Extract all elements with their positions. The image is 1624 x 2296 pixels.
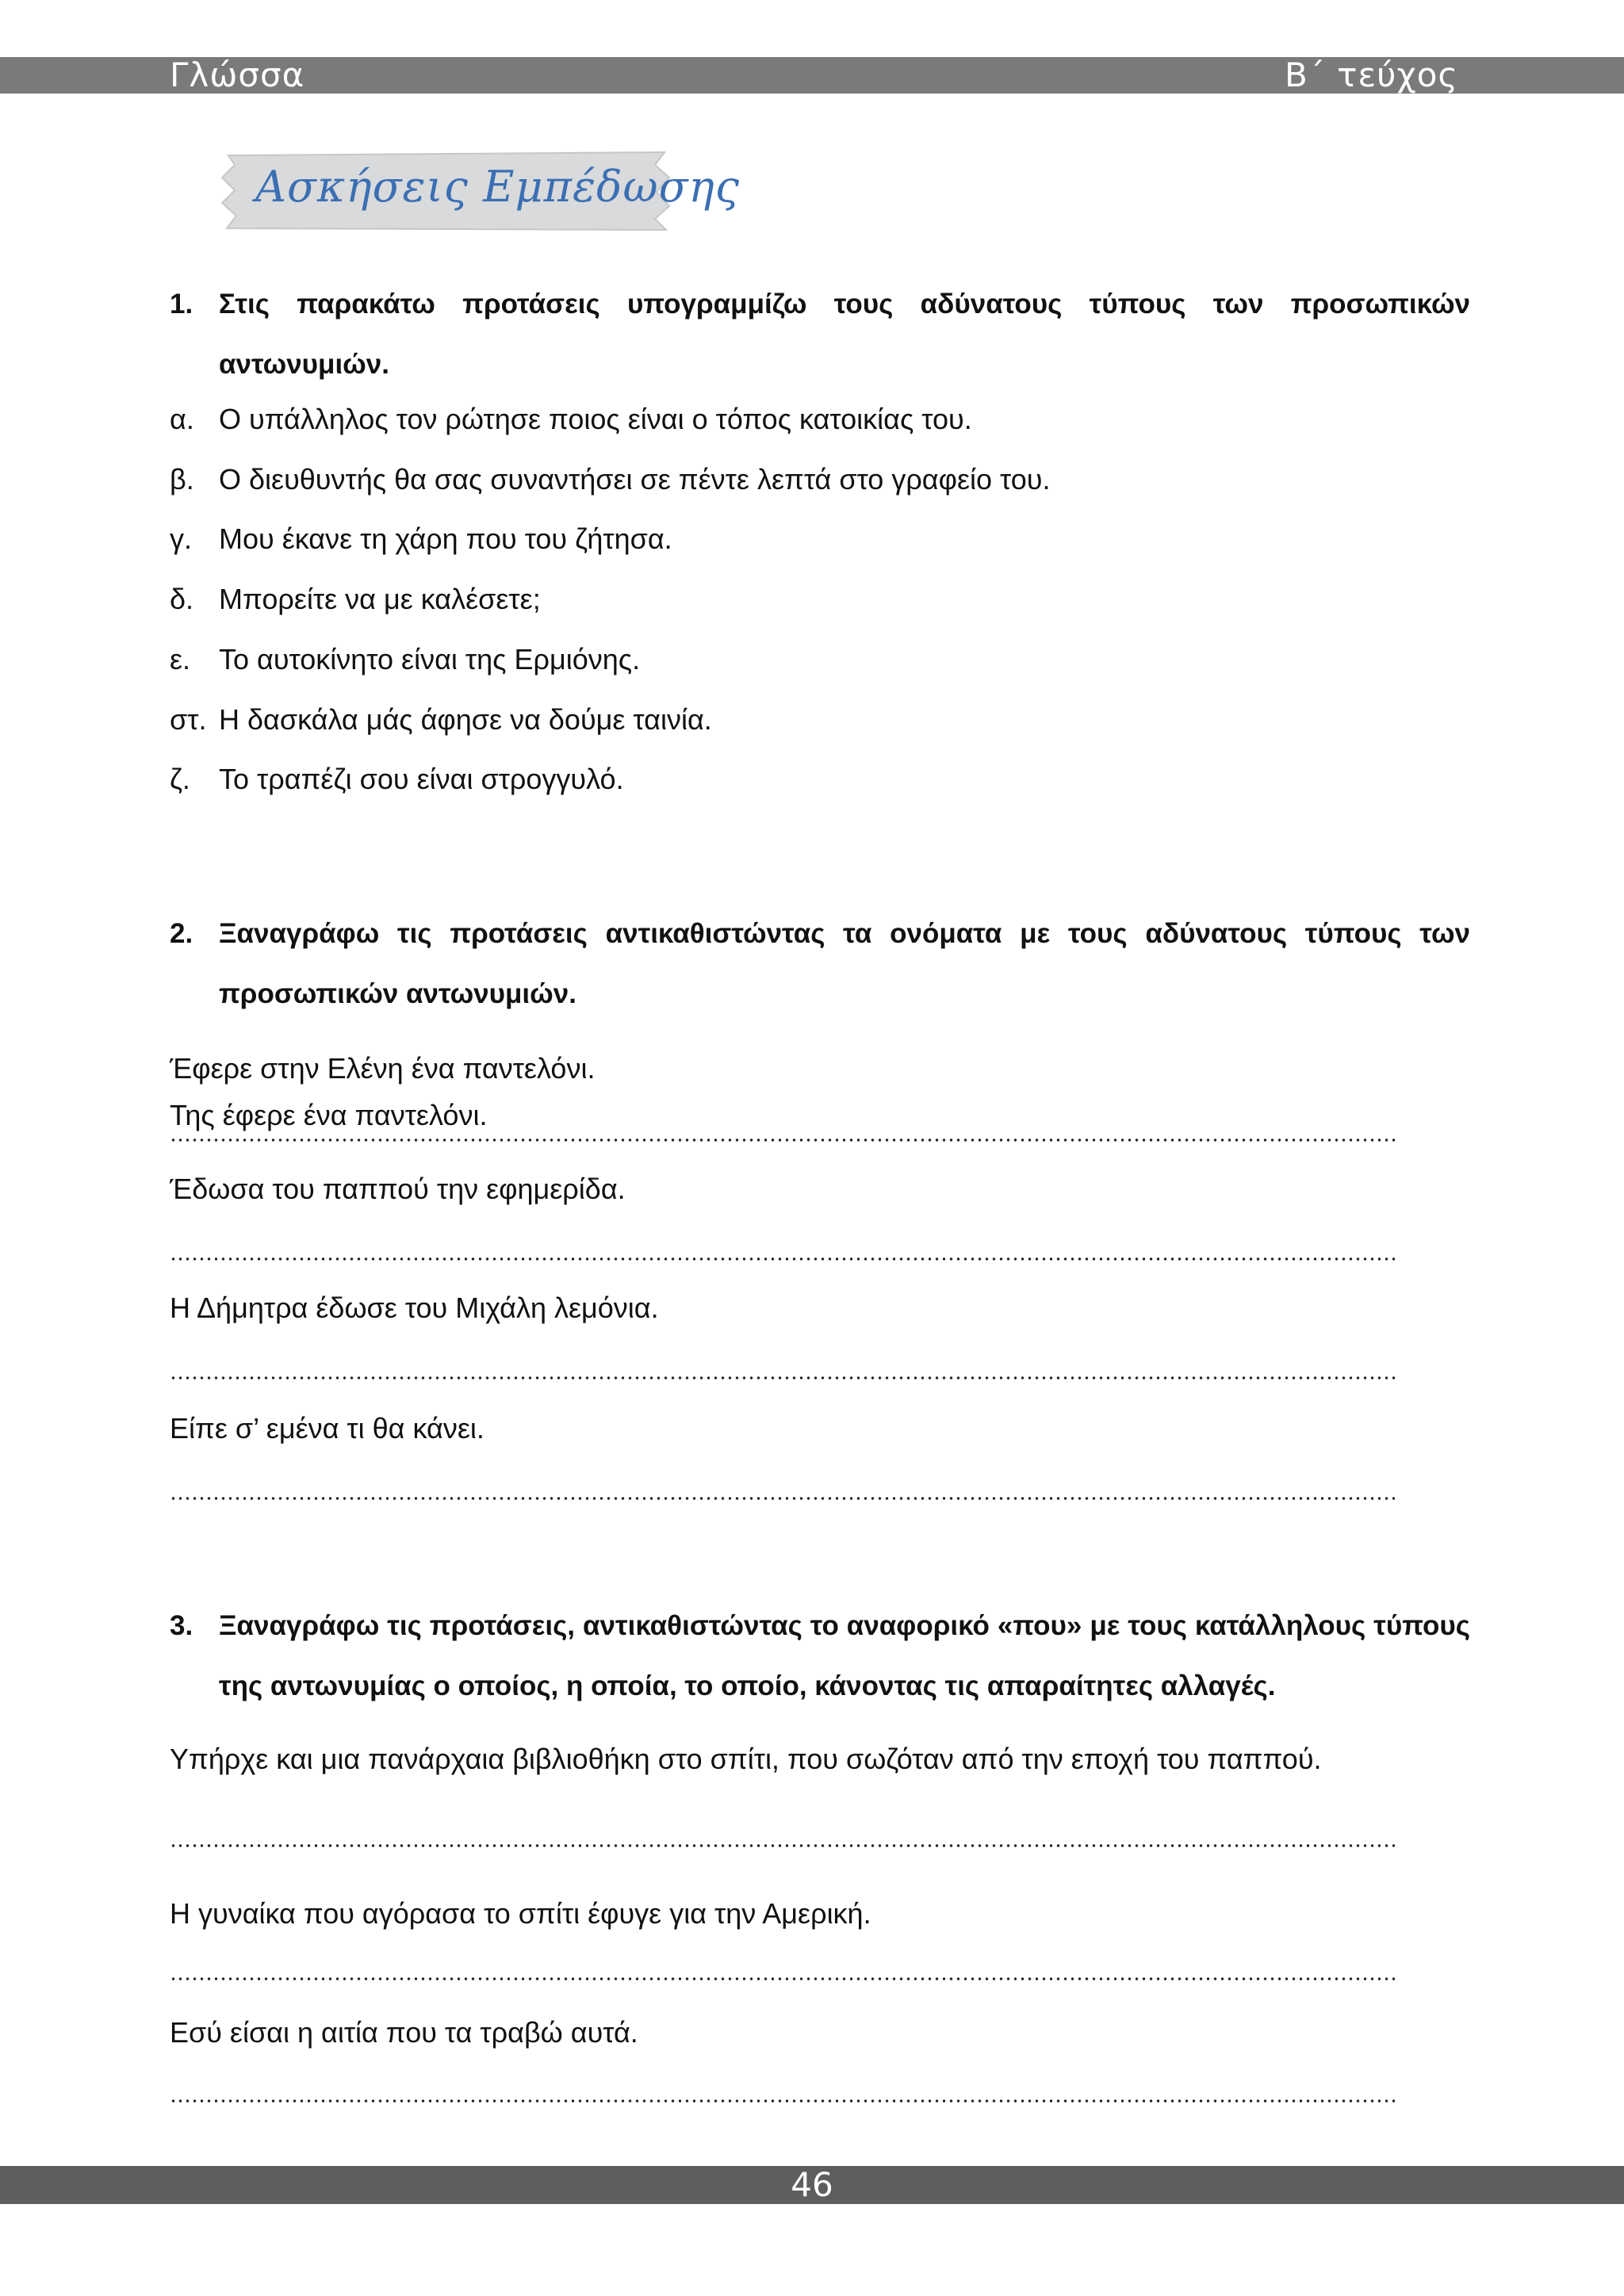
exercise-2-number: 2. [170,918,193,949]
item-text: Ο διευθυντής θα σας συναντήσει σε πέντε λεπτά στο γραφείο του. [219,463,1051,496]
exercise-3-sentence: Εσύ είσαι η αιτία που τα τραβώ αυτά. [170,2016,638,2049]
item-text: Το αυτοκίνητο είναι της Ερμιόνης. [219,643,641,675]
item-label: γ. [170,522,193,555]
item-text: Μου έκανε τη χάρη που του ζήτησα. [219,522,672,555]
section-title: Ασκήσεις Εμπέδωσης [255,162,741,212]
example-sentence: Έφερε στην Ελένη ένα παντελόνι. [170,1052,596,1085]
exercise-1-text: Στις παρακάτω προτάσεις υπογραμμίζω τους αδύνατους τύπους των προσωπικών αντωνυμιών. [219,289,1470,380]
item-text: Μπορείτε να με καλέσετε; [219,583,541,615]
item-label: στ. [170,703,207,736]
answer-line [170,1844,1399,1847]
item-label: α. [170,403,194,435]
item-label: δ. [170,583,194,615]
page-number: 46 [791,2165,833,2204]
item-text: Το τραπέζι σου είναι στρογγυλό. [219,763,624,795]
exercise-3-instruction [170,1596,1470,1716]
answer-line [170,1376,1399,1380]
answer-line [170,1138,1399,1142]
item-label: β. [170,463,194,496]
exercise-3-sentence: Υπήρχε και μια πανάρχαια βιβλιοθήκη στο σπίτι, που σωζόταν από την εποχή του παππού. [170,1743,1322,1775]
example-answer: Της έφερε ένα παντελόνι. [170,1099,488,1131]
header-subject: Γλώσσα [170,55,305,94]
exercise-3-text: Ξαναγράφω τις προτάσεις, αντικαθιστώντας το αναφορικό «που» με τους κατάλληλους τύπους της αντωνυμίας ο οποίος, η οποία, το οποίο, κάνοντας τις απαραίτητες αλλαγές. [219,1610,1470,1701]
header-volume: Β΄ τεύχος [1285,55,1459,94]
section-banner [220,151,741,232]
item-label: ε. [170,643,191,675]
answer-line [170,1977,1399,1980]
exercise-2-instruction [170,904,1470,1024]
answer-line [170,2099,1399,2103]
exercise-1-number: 1. [170,289,193,320]
item-text: Ο υπάλληλος τον ρώτησε ποιος είναι ο τόπος κατοικίας του. [219,403,972,435]
answer-line [170,1497,1399,1500]
exercise-3-number: 3. [170,1610,193,1641]
answer-line [170,1257,1399,1261]
item-label: ζ. [170,763,190,795]
item-text: Η δασκάλα μάς άφησε να δούμε ταινία. [219,703,712,736]
exercise-2-sentence: Έδωσα του παππού την εφημερίδα. [170,1173,626,1205]
exercise-1-instruction [170,274,1470,395]
exercise-3-sentence: Η γυναίκα που αγόρασα το σπίτι έφυγε για την Αμερική. [170,1897,871,1930]
exercise-2-text: Ξαναγράφω τις προτάσεις αντικαθιστώντας τα ονόματα με τους αδύνατους τύπους των προσωπικών αντωνυμιών. [219,918,1470,1009]
exercise-2-sentence: Η Δήμητρα έδωσε του Μιχάλη λεμόνια. [170,1292,659,1324]
exercise-2-sentence: Είπε σ’ εμένα τι θα κάνει. [170,1412,485,1445]
